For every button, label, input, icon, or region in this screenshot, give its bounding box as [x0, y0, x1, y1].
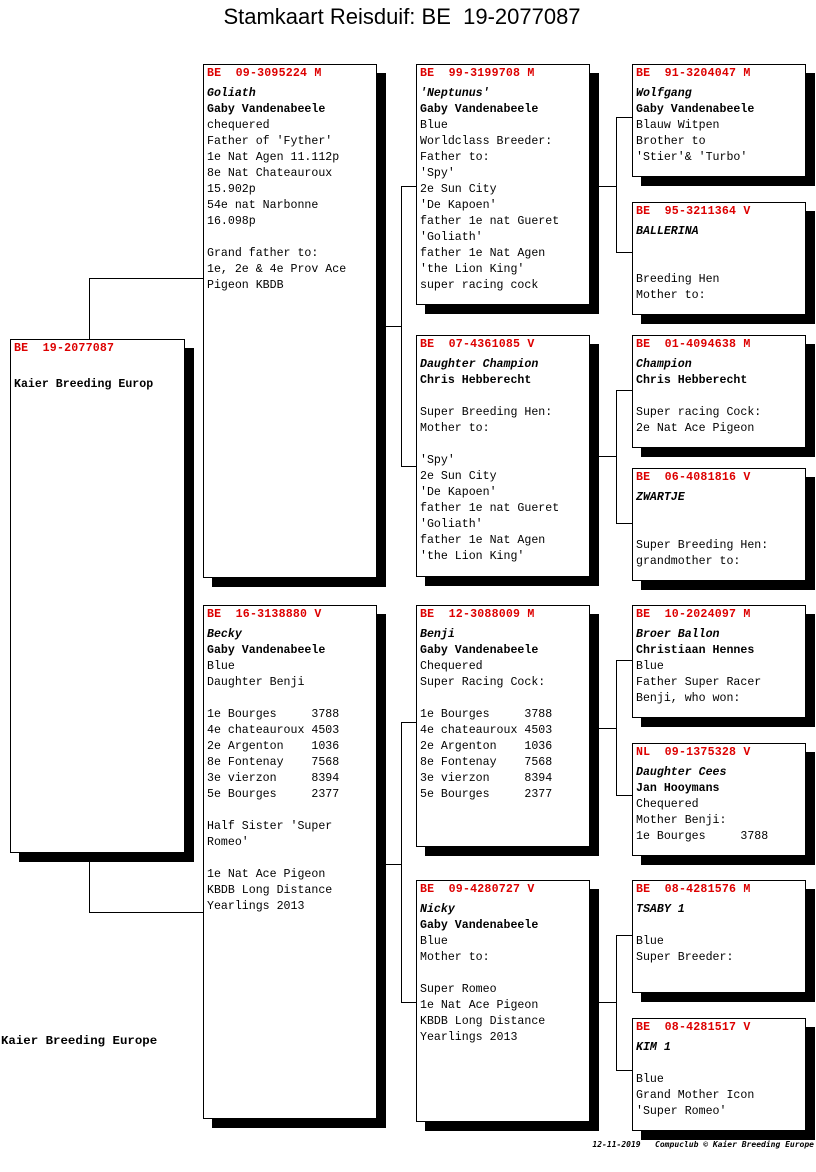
pigeon-name: Nicky: [420, 903, 455, 916]
pigeon-detail-line: 'De Kapoen': [420, 199, 497, 212]
pigeon-detail-line: [636, 918, 801, 934]
ring-number: BE 08-4281517 V: [636, 1021, 751, 1034]
connector-line: [89, 278, 204, 279]
connector-line: [616, 935, 633, 936]
pigeon-detail-line: super racing cock: [420, 279, 539, 292]
pigeon-detail-line: grandmother to:: [636, 555, 741, 568]
pigeon-detail-line: [636, 256, 801, 272]
pigeon-detail-line: 8e Fontenay 7568: [207, 756, 340, 769]
pigeon-detail-line: 'Stier'& 'Turbo': [636, 151, 748, 164]
connector-line: [598, 456, 616, 457]
pigeon-owner: Gaby Vandenabeele: [420, 919, 539, 932]
pigeon-details: [636, 224, 801, 304]
pigeon-detail-line: Yearlings 2013: [420, 1031, 518, 1044]
pigeon-detail-line: 'Super Romeo': [636, 1105, 727, 1118]
pigeon-card-dam-dam: [416, 880, 590, 1122]
pigeon-detail-line: 2e Sun City: [420, 183, 497, 196]
pigeon-detail-line: 'Spy': [420, 454, 455, 467]
connector-line: [616, 252, 633, 253]
print-credit: Compuclub © Kaier Breeding Europe: [655, 1140, 814, 1149]
pigeon-detail-line: 1e Bourges 3788: [420, 708, 553, 721]
pigeon-detail-line: [636, 506, 801, 522]
pigeon-detail-line: Super Breeding Hen:: [636, 539, 769, 552]
pigeon-owner: Christiaan Hennes: [636, 644, 755, 657]
pigeon-detail-line: KBDB Long Distance: [207, 884, 333, 897]
pigeon-detail-line: 54e nat Narbonne: [207, 199, 319, 212]
ring-number: BE 99-3199708 M: [420, 67, 535, 80]
pigeon-name: Daughter Cees: [636, 766, 727, 779]
ring-number: BE 10-2024097 M: [636, 608, 751, 621]
connector-line: [616, 795, 633, 796]
pigeon-detail-line: Father to:: [420, 151, 490, 164]
pigeon-detail-line: father 1e Nat Agen: [420, 247, 546, 260]
pigeon-details: [420, 902, 585, 1046]
pigeon-detail-line: Grand father to:: [207, 247, 319, 260]
pigeon-details: [207, 627, 372, 915]
pigeon-detail-line: Mother to:: [420, 951, 490, 964]
pigeon-detail-line: 'Spy': [420, 167, 455, 180]
pigeon-card-dam-sire: [416, 605, 590, 847]
pigeon-detail-line: 8e Nat Chateauroux: [207, 167, 333, 180]
pigeon-detail-line: [14, 361, 180, 377]
pigeon-detail-line: [420, 691, 585, 707]
pigeon-detail-line: [636, 522, 801, 538]
pigeon-owner: Jan Hooymans: [636, 782, 720, 795]
pigeon-detail-line: Mother Benji:: [636, 814, 727, 827]
pigeon-detail-line: 'De Kapoen': [420, 486, 497, 499]
pigeon-owner: Gaby Vandenabeele: [636, 103, 755, 116]
pigeon-details: [14, 361, 180, 393]
pigeon-detail-line: Super Romeo: [420, 983, 497, 996]
pigeon-detail-line: 1e Nat Agen 11.112p: [207, 151, 340, 164]
pigeon-detail-line: Mother to:: [636, 289, 706, 302]
pigeon-detail-line: Chequered: [420, 660, 483, 673]
ring-number: BE 08-4281576 M: [636, 883, 751, 896]
pigeon-detail-line: Blauw Witpen: [636, 119, 720, 132]
pigeon-detail-line: 5e Bourges 2377: [420, 788, 553, 801]
pigeon-detail-line: Father Super Racer: [636, 676, 762, 689]
pigeon-card-ss-sire: [632, 64, 806, 177]
ring-number: BE 95-3211364 V: [636, 205, 751, 218]
connector-line: [616, 660, 617, 796]
pigeon-detail-line: father 1e Nat Agen: [420, 534, 546, 547]
pigeon-name: Wolfgang: [636, 87, 692, 100]
connector-line: [598, 186, 616, 187]
connector-line: [616, 660, 633, 661]
page-title: Stamkaart Reisduif: BE 19-2077087: [223, 4, 581, 29]
connector-line: [385, 864, 401, 865]
pigeon-details: [636, 1040, 801, 1120]
pigeon-detail-line: [207, 230, 372, 246]
ring-number: BE 09-3095224 M: [207, 67, 322, 80]
pigeon-detail-line: 8e Fontenay 7568: [420, 756, 553, 769]
connector-line: [616, 1070, 633, 1071]
pigeon-detail-line: 15.902p: [207, 183, 256, 196]
ring-number: BE 19-2077087: [14, 342, 115, 355]
connector-line: [401, 466, 417, 467]
pigeon-detail-line: 2e Argenton 1036: [420, 740, 553, 753]
connector-line: [89, 278, 90, 340]
pigeon-detail-line: Half Sister 'Super: [207, 820, 333, 833]
pigeon-detail-line: Brother to: [636, 135, 706, 148]
pigeon-detail-line: father 1e nat Gueret: [420, 502, 560, 515]
pigeon-card-sd-dam: [632, 468, 806, 581]
pigeon-detail-line: [207, 691, 372, 707]
pigeon-detail-line: Super racing Cock:: [636, 406, 762, 419]
pigeon-name: Goliath: [207, 87, 256, 100]
connector-line: [401, 722, 417, 723]
pigeon-name: Becky: [207, 628, 242, 641]
pigeon-detail-line: Father of 'Fyther': [207, 135, 333, 148]
pigeon-details: [636, 765, 801, 845]
pigeon-detail-line: 2e Argenton 1036: [207, 740, 340, 753]
pigeon-name: BALLERINA: [636, 225, 699, 238]
pigeon-detail-line: 'Goliath': [420, 518, 483, 531]
pigeon-detail-line: 5e Bourges 2377: [207, 788, 340, 801]
pigeon-detail-line: chequered: [207, 119, 270, 132]
pigeon-detail-line: 1e Bourges 3788: [207, 708, 340, 721]
pigeon-detail-line: 'the Lion King': [420, 263, 525, 276]
pigeon-detail-line: 3e vierzon 8394: [207, 772, 340, 785]
connector-line: [89, 912, 204, 913]
pigeon-details: [636, 490, 801, 570]
connector-line: [401, 186, 417, 187]
pigeon-card-sire-dam: [416, 335, 590, 577]
pigeon-owner: Chris Hebberecht: [636, 374, 748, 387]
pigeon-card-ds-dam: [632, 743, 806, 856]
pigeon-detail-line: Super Racing Cock:: [420, 676, 546, 689]
pigeon-details: [207, 86, 372, 294]
pigeon-detail-line: Blue: [420, 935, 448, 948]
ring-number: BE 09-4280727 V: [420, 883, 535, 896]
pigeon-detail-line: Chequered: [636, 798, 699, 811]
pigeon-detail-line: [420, 389, 585, 405]
pigeon-detail-line: Pigeon KBDB: [207, 279, 284, 292]
pigeon-detail-line: Blue: [636, 660, 664, 673]
pigeon-name: 'Neptunus': [420, 87, 490, 100]
pigeon-detail-line: 1e Bourges 3788: [636, 830, 769, 843]
pigeon-detail-line: 4e chateauroux 4503: [420, 724, 553, 737]
connector-line: [616, 935, 617, 1071]
pigeon-detail-line: Blue: [207, 660, 235, 673]
pigeon-details: [636, 357, 801, 437]
pigeon-name: KIM 1: [636, 1041, 671, 1054]
pigeon-owner: Gaby Vandenabeele: [420, 103, 539, 116]
pigeon-detail-line: Grand Mother Icon: [636, 1089, 755, 1102]
pigeon-name: TSABY 1: [636, 903, 685, 916]
pigeon-card-sire-sire: [416, 64, 590, 305]
pigeon-name: ZWARTJE: [636, 491, 685, 504]
pigeon-details: [636, 627, 801, 707]
pigeon-detail-line: [636, 240, 801, 256]
pigeon-name: Benji: [420, 628, 455, 641]
connector-line: [598, 728, 616, 729]
pigeon-detail-line: 2e Sun City: [420, 470, 497, 483]
pigeon-detail-line: 16.098p: [207, 215, 256, 228]
pigeon-detail-line: father 1e nat Gueret: [420, 215, 560, 228]
pigeon-details: [420, 627, 585, 803]
connector-line: [385, 326, 401, 327]
print-footer: [592, 1140, 814, 1149]
pigeon-card-subject: [10, 339, 185, 853]
ring-number: BE 16-3138880 V: [207, 608, 322, 621]
pigeon-detail-line: [636, 389, 801, 405]
pigeon-detail-line: Yearlings 2013: [207, 900, 305, 913]
pigeon-name: Daughter Champion: [420, 358, 539, 371]
connector-line: [401, 186, 402, 467]
ring-number: BE 07-4361085 V: [420, 338, 535, 351]
pigeon-card-dam: [203, 605, 377, 1119]
pigeon-card-dd-sire: [632, 880, 806, 993]
pigeon-details: [636, 902, 801, 966]
ring-number: BE 12-3088009 M: [420, 608, 535, 621]
connector-line: [616, 390, 633, 391]
pigeon-owner: Kaier Breeding Europ: [14, 378, 154, 391]
ring-number: BE 06-4081816 V: [636, 471, 751, 484]
connector-line: [616, 390, 617, 524]
pigeon-detail-line: Benji, who won:: [636, 692, 741, 705]
connector-line: [401, 1002, 417, 1003]
pigeon-details: [420, 357, 585, 565]
connector-line: [401, 722, 402, 1003]
pigeon-owner: Chris Hebberecht: [420, 374, 532, 387]
pigeon-card-sire: [203, 64, 377, 578]
ring-number: NL 09-1375328 V: [636, 746, 751, 759]
pigeon-detail-line: 1e Nat Ace Pigeon: [420, 999, 539, 1012]
pigeon-card-dd-dam: [632, 1018, 806, 1131]
pigeon-owner: Gaby Vandenabeele: [207, 103, 326, 116]
pigeon-detail-line: [636, 1056, 801, 1072]
print-date: 12-11-2019: [592, 1140, 641, 1149]
pigeon-card-ss-dam: [632, 202, 806, 315]
pigeon-detail-line: 4e chateauroux 4503: [207, 724, 340, 737]
pigeon-detail-line: 'the Lion King': [420, 550, 525, 563]
pigeon-owner: Gaby Vandenabeele: [207, 644, 326, 657]
connector-line: [598, 1002, 616, 1003]
pigeon-owner: Gaby Vandenabeele: [420, 644, 539, 657]
pigeon-details: [420, 86, 585, 294]
pigeon-detail-line: [207, 803, 372, 819]
pigeon-detail-line: 1e, 2e & 4e Prov Ace: [207, 263, 347, 276]
pigeon-detail-line: Breeding Hen: [636, 273, 720, 286]
connector-line: [616, 117, 617, 253]
pigeon-detail-line: [207, 851, 372, 867]
pigeon-detail-line: 2e Nat Ace Pigeon: [636, 422, 755, 435]
pigeon-detail-line: Mother to:: [420, 422, 490, 435]
ring-number: BE 91-3204047 M: [636, 67, 751, 80]
pigeon-detail-line: Blue: [636, 935, 664, 948]
connector-line: [616, 117, 633, 118]
pigeon-detail-line: Daughter Benji: [207, 676, 305, 689]
pigeon-card-sd-sire: [632, 335, 806, 448]
breeder-footer: Kaier Breeding Europe: [1, 1034, 158, 1048]
pigeon-detail-line: Worldclass Breeder:: [420, 135, 553, 148]
pigeon-details: [636, 86, 801, 166]
connector-line: [89, 852, 90, 912]
pigeon-detail-line: Blue: [636, 1073, 664, 1086]
pigeon-detail-line: Super Breeding Hen:: [420, 406, 553, 419]
pigeon-detail-line: Super Breeder:: [636, 951, 734, 964]
pigeon-card-ds-sire: [632, 605, 806, 718]
pigeon-name: Champion: [636, 358, 692, 371]
ring-number: BE 01-4094638 M: [636, 338, 751, 351]
pigeon-detail-line: 3e vierzon 8394: [420, 772, 553, 785]
pigeon-detail-line: 1e Nat Ace Pigeon: [207, 868, 326, 881]
pigeon-detail-line: Romeo': [207, 836, 249, 849]
pigeon-detail-line: KBDB Long Distance: [420, 1015, 546, 1028]
pigeon-detail-line: Blue: [420, 119, 448, 132]
pigeon-detail-line: 'Goliath': [420, 231, 483, 244]
pigeon-detail-line: [420, 437, 585, 453]
pigeon-detail-line: [420, 966, 585, 982]
connector-line: [616, 523, 633, 524]
pigeon-name: Broer Ballon: [636, 628, 720, 641]
